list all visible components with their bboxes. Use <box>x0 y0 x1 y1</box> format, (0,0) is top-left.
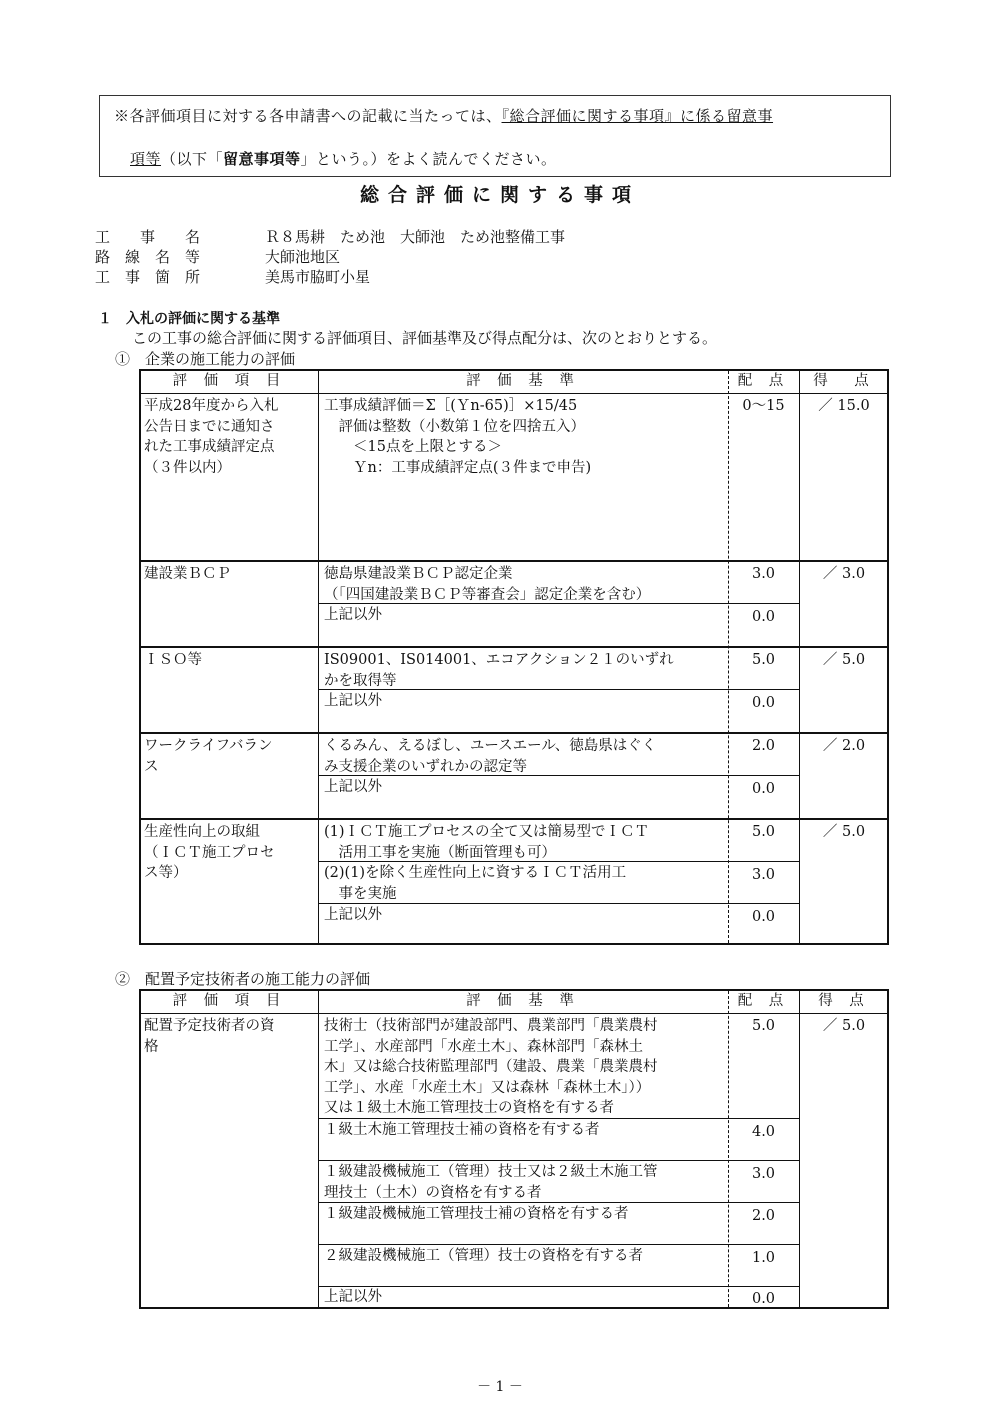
criteria-text: １級建設機械施工管理技士補の資格を有する者 <box>324 1206 629 1222</box>
criteria-text: (1)ＩＣＴ施工プロセスの全て又は簡易型でＩＣＴ 活用工事を実施（断面管理も可） <box>324 824 650 861</box>
criteria-text: 上記以外 <box>324 1289 382 1305</box>
section-heading: １ 入札の評価に関する基準 <box>98 311 280 327</box>
points-value: 0～15 <box>742 398 785 414</box>
evaluation-table-company <box>139 369 889 945</box>
points-value: 3.0 <box>751 867 776 883</box>
points-value: 0.0 <box>751 781 776 797</box>
notice-underlined-text: 『総合評価に関する事項』に係る留意事 <box>501 107 774 125</box>
header-criteria: 評 価 基 準 <box>466 993 580 1009</box>
notice-underlined-text-2: 項等 <box>130 150 162 168</box>
points-value: 3.0 <box>751 1166 776 1182</box>
points-value: 1.0 <box>751 1250 776 1266</box>
info-value: Ｒ８馬耕 ため池 大師池 ため池整備工事 <box>265 228 566 246</box>
points-value: 4.0 <box>751 1124 776 1140</box>
header-score: 得 点 <box>818 993 870 1009</box>
info-row-route <box>95 246 340 267</box>
score-value: ／ 5.0 <box>822 824 866 840</box>
criteria-text: 上記以外 <box>324 693 382 709</box>
points-value: 0.0 <box>751 695 776 711</box>
points-value: 0.0 <box>751 909 776 925</box>
info-label: 路 線 名 等 <box>95 248 201 266</box>
notice-text: ※各評価項目に対する各申請書への記載に当たっては、 <box>114 107 502 125</box>
header-score: 得 点 <box>813 373 875 389</box>
criteria-text: (2)(1)を除く生産性向上に資するＩＣＴ活用工 事を実施 <box>324 865 627 902</box>
header-criteria: 評 価 基 準 <box>466 373 580 389</box>
points-value: 5.0 <box>751 652 776 668</box>
notice-box <box>99 95 891 177</box>
criteria-text: 上記以外 <box>324 779 382 795</box>
criteria-text: IS09001、IS014001、エコアクション２１のいずれ かを取得等 <box>324 652 674 689</box>
notice-line-1 <box>114 105 773 126</box>
score-value: ／ 15.0 <box>818 398 870 414</box>
item-performance-rating: 平成28年度から入札 公告日までに通知さ れた工事成績評定点 （３件以内） <box>144 398 279 476</box>
criteria-text: １級土木施工管理技士補の資格を有する者 <box>324 1122 600 1138</box>
item-engineer-qualification: 配置予定技術者の資 格 <box>144 1018 275 1055</box>
header-item: 評 価 項 目 <box>172 373 287 389</box>
subsection-2-heading: ② 配置予定技術者の施工能力の評価 <box>115 970 371 988</box>
criteria-text: ２級建設機械施工（管理）技士の資格を有する者 <box>324 1248 643 1264</box>
info-value: 大師池地区 <box>265 248 341 266</box>
points-value: 5.0 <box>751 824 776 840</box>
intro-text: この工事の総合評価に関する評価項目、評価基準及び得点配分は、次のとおりとする。 <box>132 329 718 347</box>
item-iso: ＩＳＯ等 <box>144 652 202 668</box>
notice-text-3: 」という。）をよく読んでください。 <box>300 150 557 168</box>
criteria-text: 工事成績評価＝Σ［(Ｙn-65)］×15/45 評価は整数（小数第１位を四捨五入） ＜15点を上限とする＞ Ｙn：工事成績評定点(３件まで申告) <box>324 398 592 476</box>
points-value: 5.0 <box>751 1018 776 1034</box>
points-value: 2.0 <box>751 1208 776 1224</box>
criteria-text: 上記以外 <box>324 907 382 923</box>
criteria-text: １級建設機械施工（管理）技士又は２級土木施工管 理技士（土木）の資格を有する者 <box>324 1164 658 1201</box>
evaluation-table-engineer <box>139 989 889 1309</box>
points-value: 0.0 <box>751 1291 776 1307</box>
notice-text-2: （以下「 <box>161 150 224 168</box>
criteria-text: 技術士（技術部門が建設部門、農業部門「農業農村 工学」、水産部門「水産土木」、森林部門「森林土 木」又は総合技術監理部門（建設、農業「農業農村 工学」、水産「水産土木」又は森林「森林土木」）） 又は１級土木施工管理技士の資格を有する者 <box>324 1018 658 1116</box>
info-row-project <box>95 226 565 247</box>
score-value: ／ 2.0 <box>822 738 866 754</box>
info-label: 工 事 箇 所 <box>95 268 201 286</box>
points-value: 0.0 <box>751 609 776 625</box>
info-row-location <box>95 266 370 287</box>
criteria-text: 徳島県建設業ＢＣＰ認定企業 （「四国建設業ＢＣＰ等審査会」認定企業を含む） <box>324 566 651 603</box>
item-bcp: 建設業ＢＣＰ <box>144 566 231 582</box>
info-value: 美馬市脇町小星 <box>265 268 371 286</box>
notice-bold-text: 留意事項等 <box>223 150 301 168</box>
header-points: 配 点 <box>737 993 790 1009</box>
notice-line-2 <box>130 148 557 169</box>
criteria-text: 上記以外 <box>324 607 382 623</box>
score-value: ／ 3.0 <box>822 566 866 582</box>
info-label: 工 事 名 <box>95 228 201 246</box>
item-productivity: 生産性向上の取組 （ＩＣＴ施工プロセ ス等） <box>144 824 275 881</box>
criteria-text: くるみん、えるぼし、ユースエール、徳島県はぐく み支援企業のいずれかの認定等 <box>324 738 657 775</box>
page-number: － 1 － <box>477 1379 523 1395</box>
points-value: 3.0 <box>751 566 776 582</box>
subsection-1-heading: ① 企業の施工能力の評価 <box>115 350 296 368</box>
header-item: 評 価 項 目 <box>172 993 287 1009</box>
points-value: 2.0 <box>751 738 776 754</box>
score-value: ／ 5.0 <box>822 1018 866 1034</box>
item-work-life-balance: ワークライフバラン ス <box>144 738 273 775</box>
score-value: ／ 5.0 <box>822 652 866 668</box>
page-title: 総合評価に関する事項 <box>359 184 640 206</box>
header-points: 配 点 <box>737 373 790 389</box>
